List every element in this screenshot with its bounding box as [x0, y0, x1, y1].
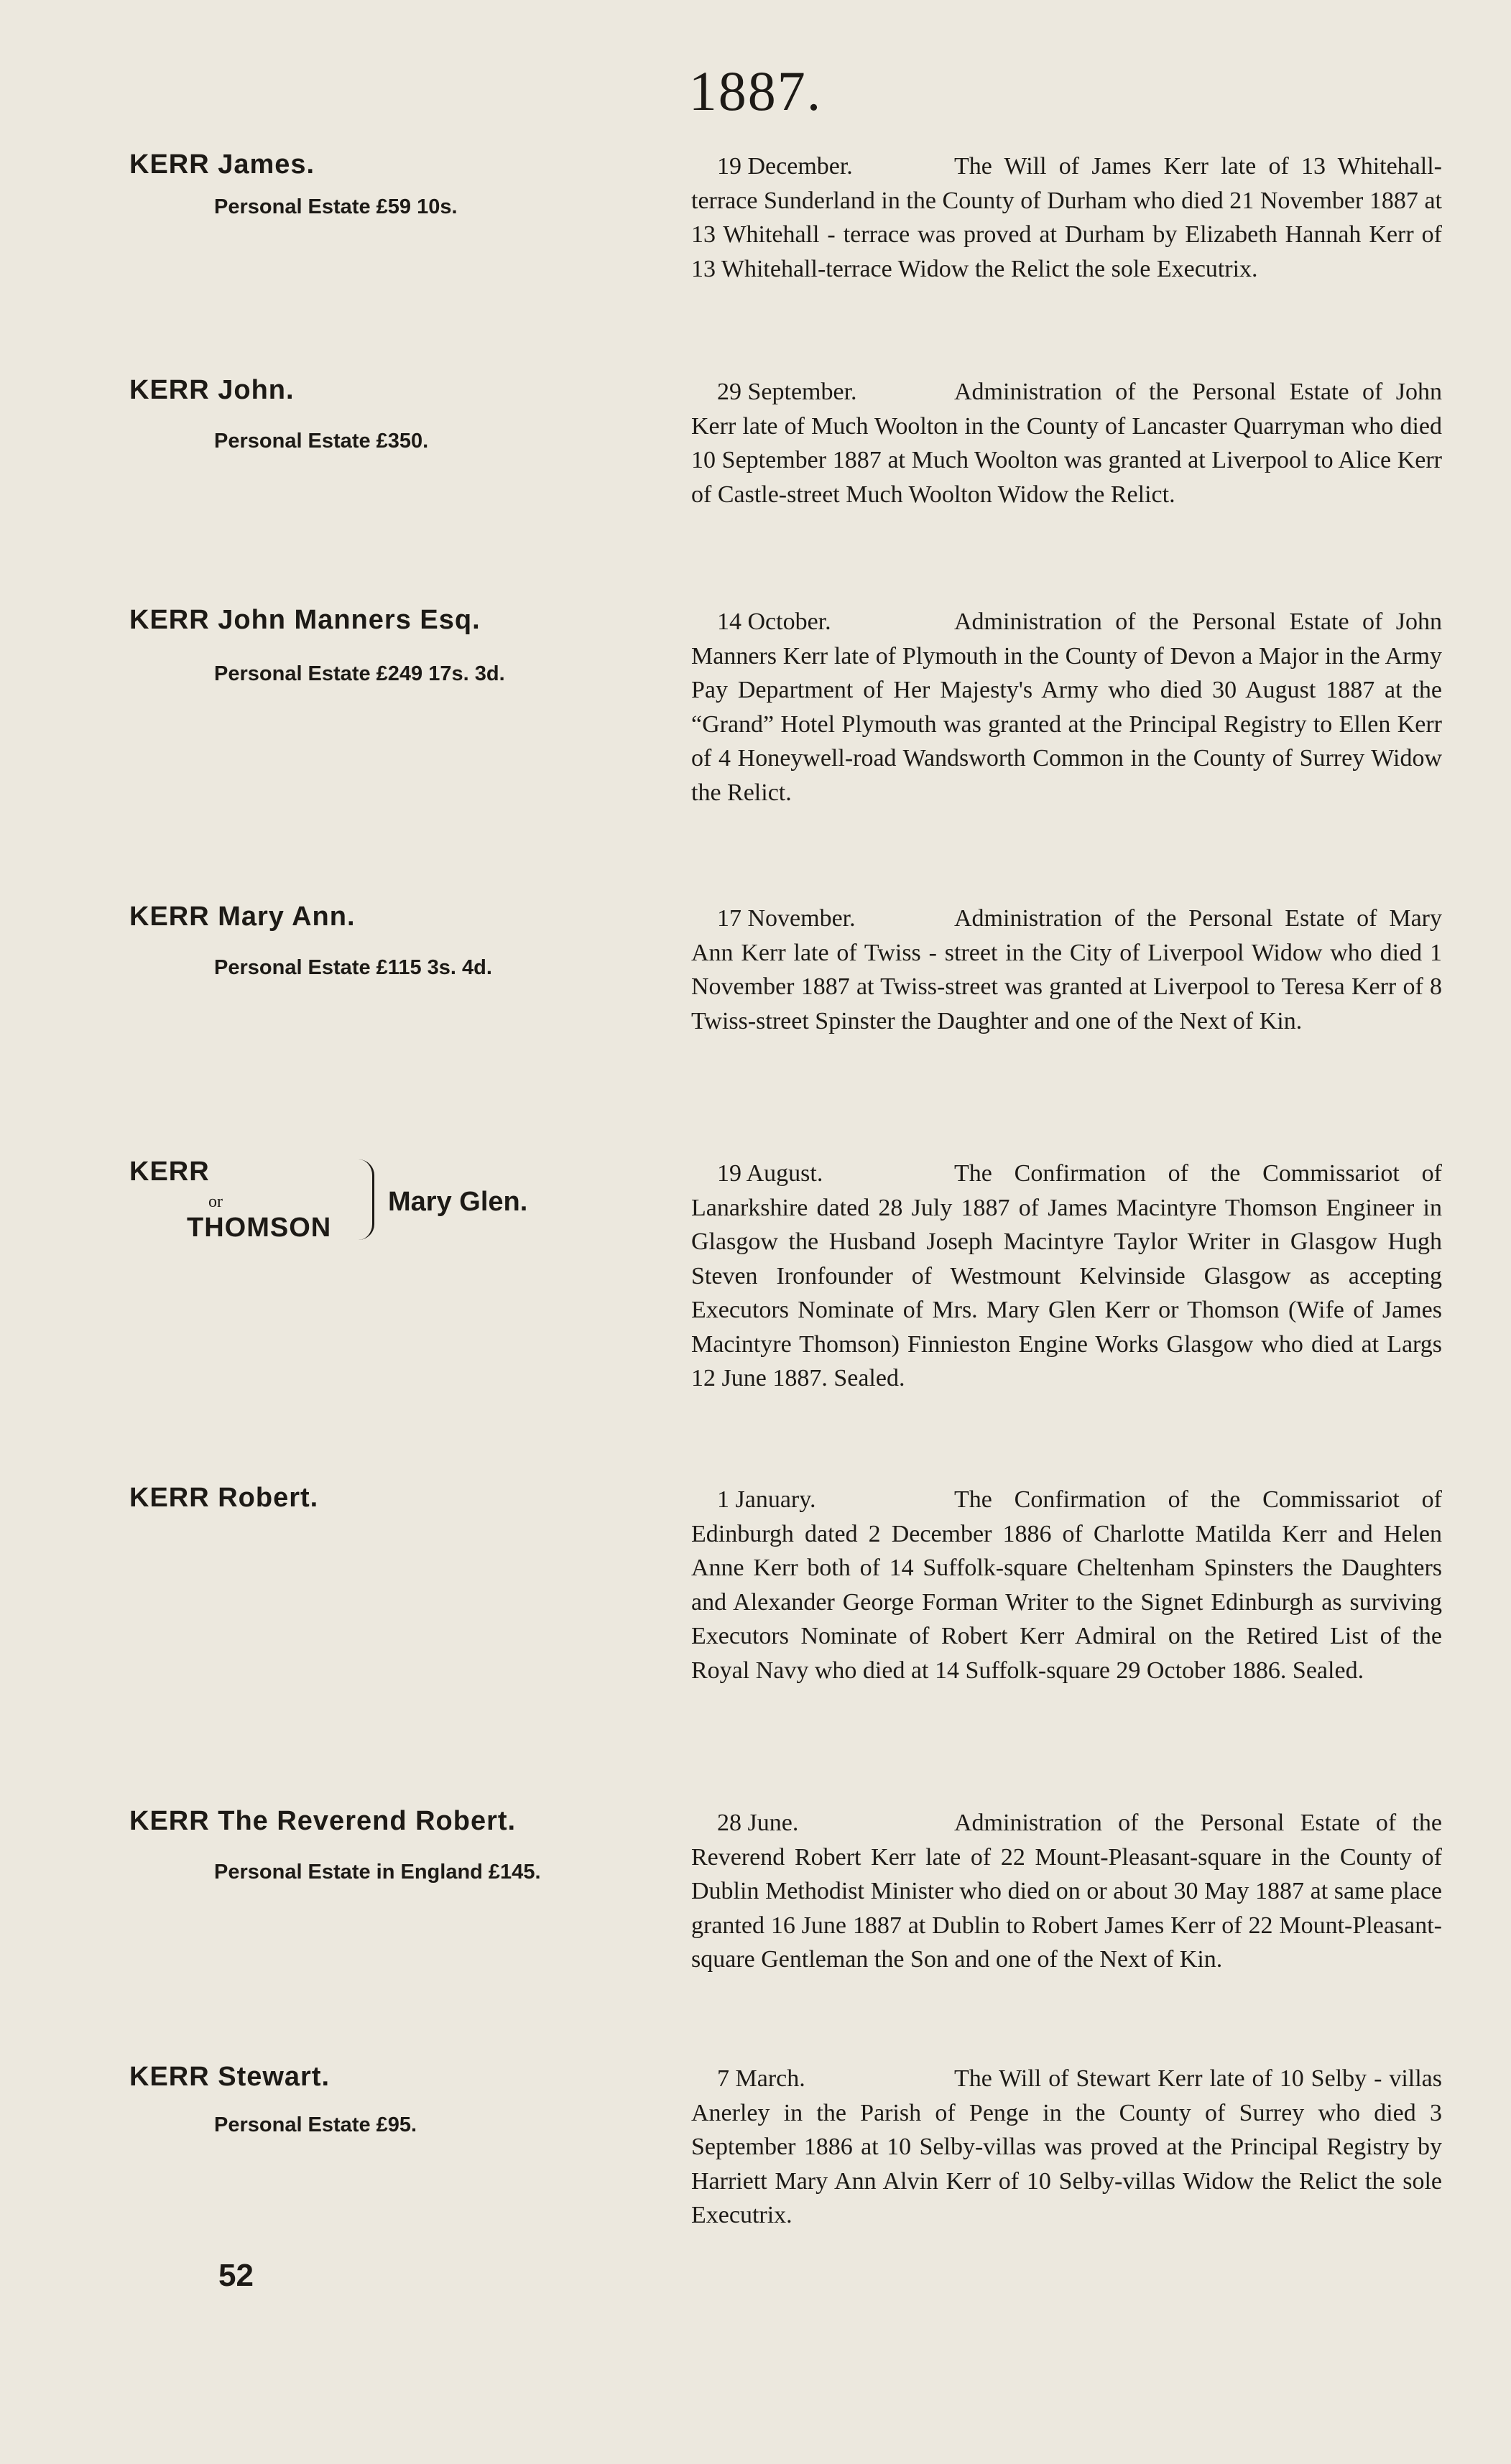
alias-secondary: THOMSON — [187, 1213, 332, 1243]
entry-body — [691, 149, 1442, 286]
alias-given-name: Mary Glen. — [388, 1187, 528, 1217]
page-year: 1887. — [688, 60, 823, 122]
entry-body — [691, 902, 1442, 1038]
entry-date: 1 January. — [717, 1486, 816, 1513]
entry-name: KERR The Reverend Robert. — [129, 1806, 517, 1836]
entry-alias-name — [129, 1157, 690, 1243]
entry-name: KERR Robert. — [129, 1483, 319, 1513]
entry-body — [691, 2062, 1442, 2233]
entry-text: The Confirmation of the Commissariot of Edinburgh dated 2 December 1886 of Charlotte Matilda Kerr and Helen Anne Kerr both of 14 Suffolk-square Cheltenham Spinsters the Daughters and Alexander George Forman Writer to the Signet Edinburgh as surviving Executors Nominate of Robert Kerr Admiral on the Retired List of the Royal Navy who died at 14 Suffolk-square 29 October 1886. Sealed. — [691, 1486, 1442, 1684]
brace-mark — [356, 1159, 374, 1240]
entry-estate: Personal Estate £95. — [214, 2113, 417, 2136]
page-number: 52 — [218, 2258, 254, 2293]
entry-estate: Personal Estate £249 17s. 3d. — [214, 662, 505, 685]
entry-date: 19 August. — [717, 1160, 823, 1187]
entry-body — [691, 605, 1442, 810]
entry-date: 29 September. — [717, 379, 857, 405]
entry-date: 28 June. — [717, 1810, 799, 1836]
entry-text: Administration of the Personal Estate of John Manners Kerr late of Plymouth in the County of Devon a Major in the Army Pay Department of Her Majesty's Army who died 30 August 1887 at the “Grand” Hotel Plymouth was granted at the Principal Registry to Ellen Kerr of 4 Honeywell-road Wandsworth Common in the County of Surrey Widow the Relict. — [691, 608, 1442, 806]
entry-text: Administration of the Personal Estate of Mary Ann Kerr late of Twiss - street in the City of Liverpool Widow who died 1 November 1887 at Twiss-street was granted at Liverpool to Teresa Kerr of 8 Twiss-street Spinster the Daughter and one of the Next of Kin. — [691, 905, 1442, 1034]
alias-or: or — [208, 1192, 223, 1211]
entry-name: KERR James. — [129, 149, 315, 180]
entry-text: The Will of Stewart Kerr late of 10 Selby - villas Anerley in the Parish of Penge in the County of Surrey who died 3 September 1886 at 10 Selby-villas was proved at the Principal Registry by Harriett Mary Ann Alvin Kerr of 10 Selby-villas Widow the Relict the sole Executrix. — [691, 2065, 1442, 2228]
entry-name: KERR Mary Ann. — [129, 902, 356, 932]
entry-estate: Personal Estate £59 10s. — [214, 195, 458, 218]
entry-body — [691, 1806, 1442, 1977]
entry-text: Administration of the Personal Estate of John Kerr late of Much Woolton in the County of Lancaster Quarryman who died 10 September 1887 at Much Woolton was granted at Liverpool to Alice Kerr of Castle-street Much Woolton Widow the Relict. — [691, 379, 1442, 508]
entry-text: Administration of the Personal Estate of the Reverend Robert Kerr late of 22 Mount-Pleasant-square in the County of Dublin Methodist Minister who died on or about 30 May 1887 at same place granted 16 June 1887 at Dublin to Robert James Kerr of 22 Mount-Pleasant-square Gentleman the Son and one of the Next of Kin. — [691, 1810, 1442, 1973]
entry-body — [691, 1483, 1442, 1687]
entry-text: The Will of James Kerr late of 13 Whitehall-terrace Sunderland in the County of Durham who died 21 November 1887 at 13 Whitehall - terrace was proved at Durham by Elizabeth Hannah Kerr of 13 Whitehall-terrace Widow the Relict the sole Executrix. — [691, 153, 1442, 282]
entry-body — [691, 375, 1442, 511]
entry-name: KERR John Manners Esq. — [129, 605, 481, 635]
entry-date: 19 December. — [717, 153, 853, 180]
entry-body — [691, 1157, 1442, 1396]
entry-date: 17 November. — [717, 905, 856, 932]
alias-primary: KERR — [129, 1157, 210, 1187]
entry-name: KERR Stewart. — [129, 2062, 331, 2092]
entry-estate: Personal Estate £350. — [214, 430, 429, 453]
entry-name: KERR John. — [129, 375, 295, 405]
entry-date: 7 March. — [717, 2065, 805, 2092]
entry-date: 14 October. — [717, 608, 831, 635]
entry-text: The Confirmation of the Commissariot of Lanarkshire dated 28 July 1887 of James Macintyre Thomson Engineer in Glasgow the Husband Joseph Macintyre Taylor Writer in Glasgow Hugh Steven Ironfounder of Westmount Kelvinside Glasgow as accepting Executors Nominate of Mrs. Mary Glen Kerr or Thomson (Wife of James Macintyre Thomson) Finnieston Engine Works Glasgow who died at Largs 12 June 1887. Sealed. — [691, 1160, 1442, 1391]
entry-estate: Personal Estate £115 3s. 4d. — [214, 956, 492, 979]
entry-estate: Personal Estate in England £145. — [214, 1861, 541, 1884]
